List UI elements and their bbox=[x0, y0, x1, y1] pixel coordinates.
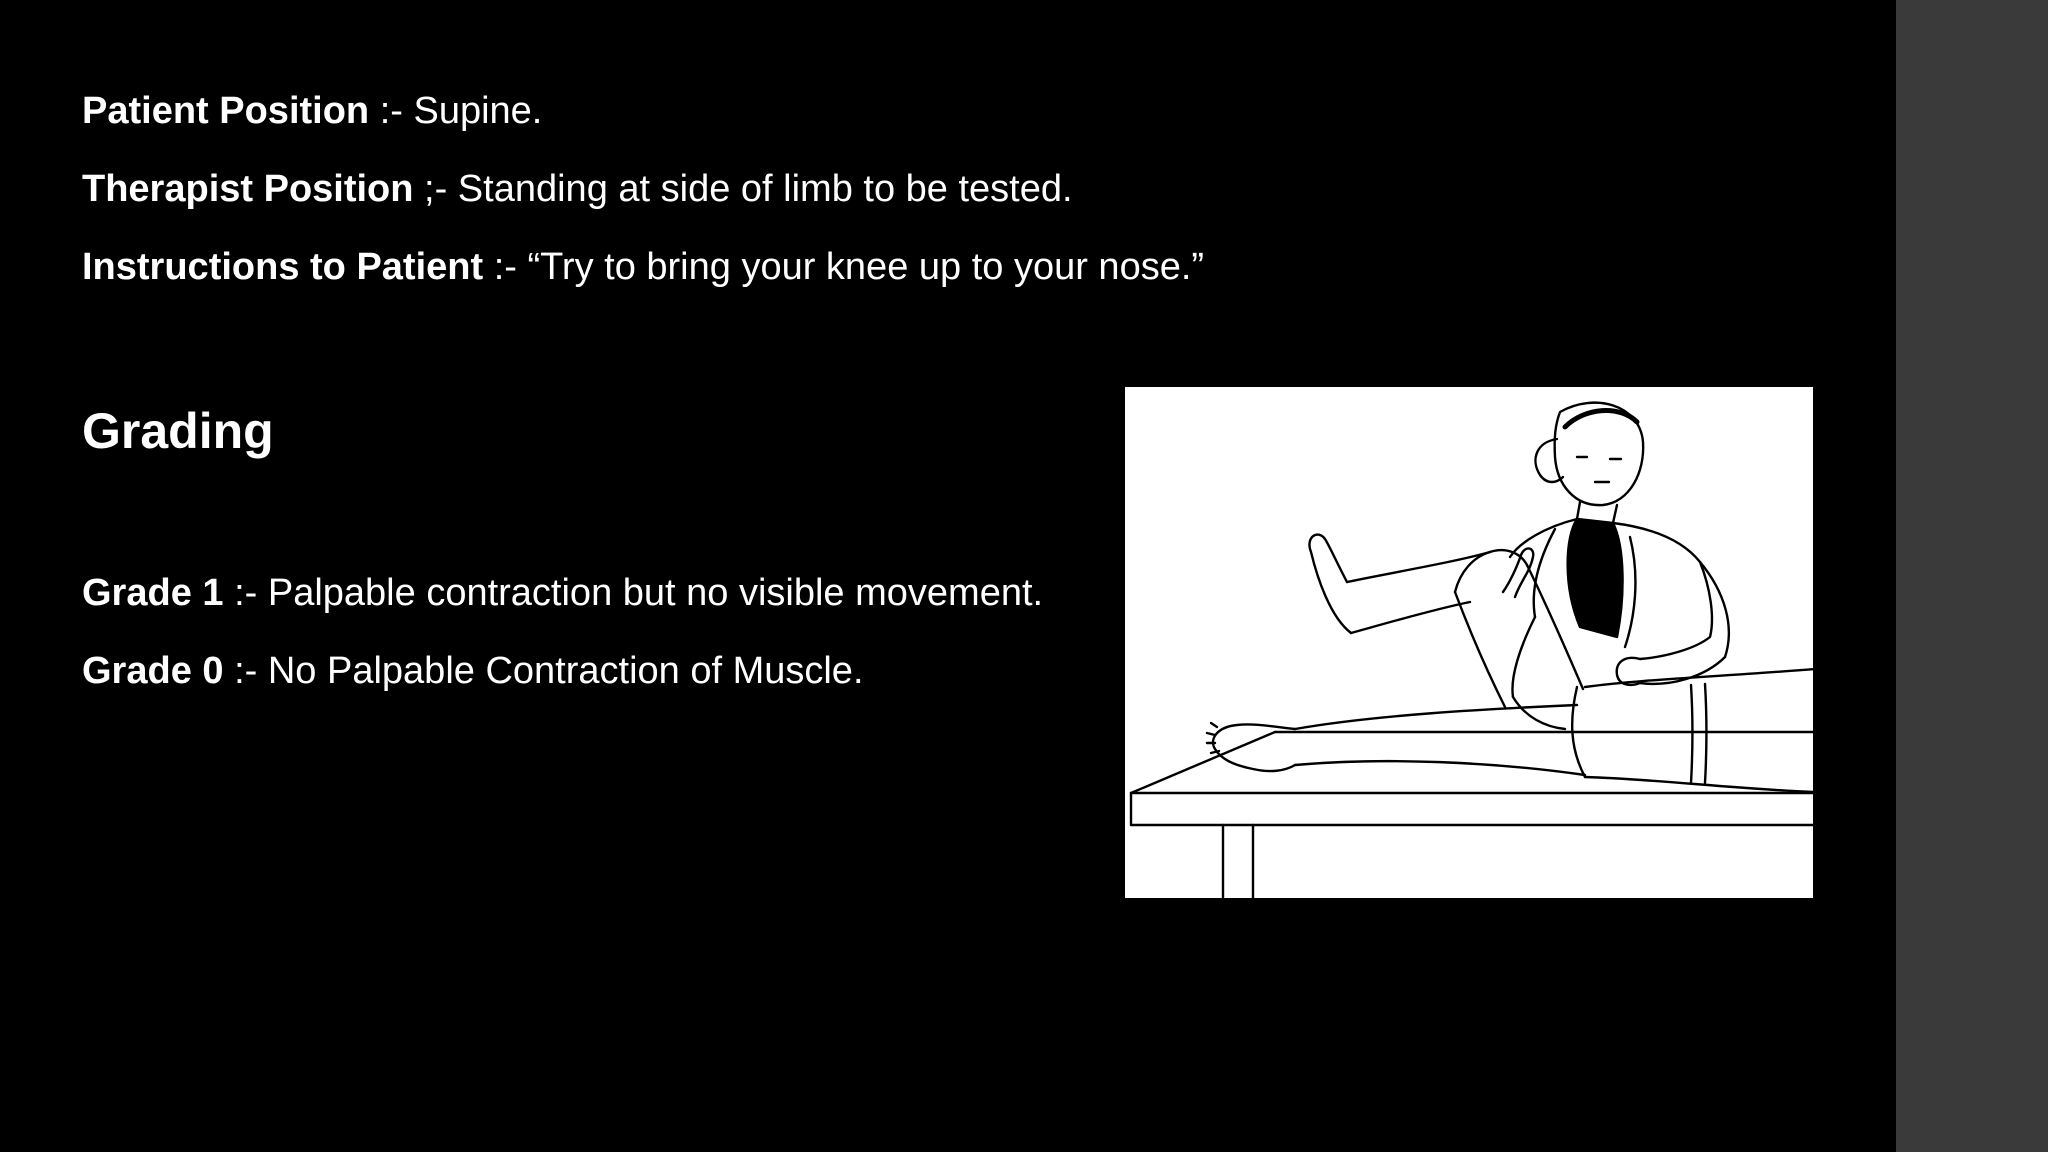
grade-0-label: Grade 0 bbox=[82, 650, 224, 692]
patient-position-label: Patient Position bbox=[82, 90, 370, 132]
instructions-line bbox=[82, 245, 1204, 289]
grade-0-text: :- No Palpable Contraction of Muscle. bbox=[223, 650, 864, 692]
therapist-position-label: Therapist Position bbox=[82, 168, 414, 210]
patient-position-text: :- Supine. bbox=[369, 90, 543, 132]
grade-1-text: :- Palpable contraction but no visible movement. bbox=[223, 572, 1044, 614]
patient-position-line bbox=[82, 89, 542, 133]
instructions-label: Instructions to Patient bbox=[82, 246, 484, 288]
side-panel bbox=[1896, 0, 2048, 1152]
therapist-testing-hip-flexion-drawing bbox=[1125, 387, 1813, 898]
grade-0-line bbox=[82, 649, 864, 693]
muscle-test-illustration bbox=[1125, 387, 1813, 898]
therapist-position-text: ;- Standing at side of limb to be tested. bbox=[413, 168, 1073, 210]
grading-heading: Grading bbox=[82, 403, 274, 459]
therapist-position-line bbox=[82, 167, 1073, 211]
grade-1-line bbox=[82, 571, 1043, 615]
grade-1-label: Grade 1 bbox=[82, 572, 224, 614]
instructions-text: :- “Try to bring your knee up to your nose.” bbox=[483, 246, 1205, 288]
